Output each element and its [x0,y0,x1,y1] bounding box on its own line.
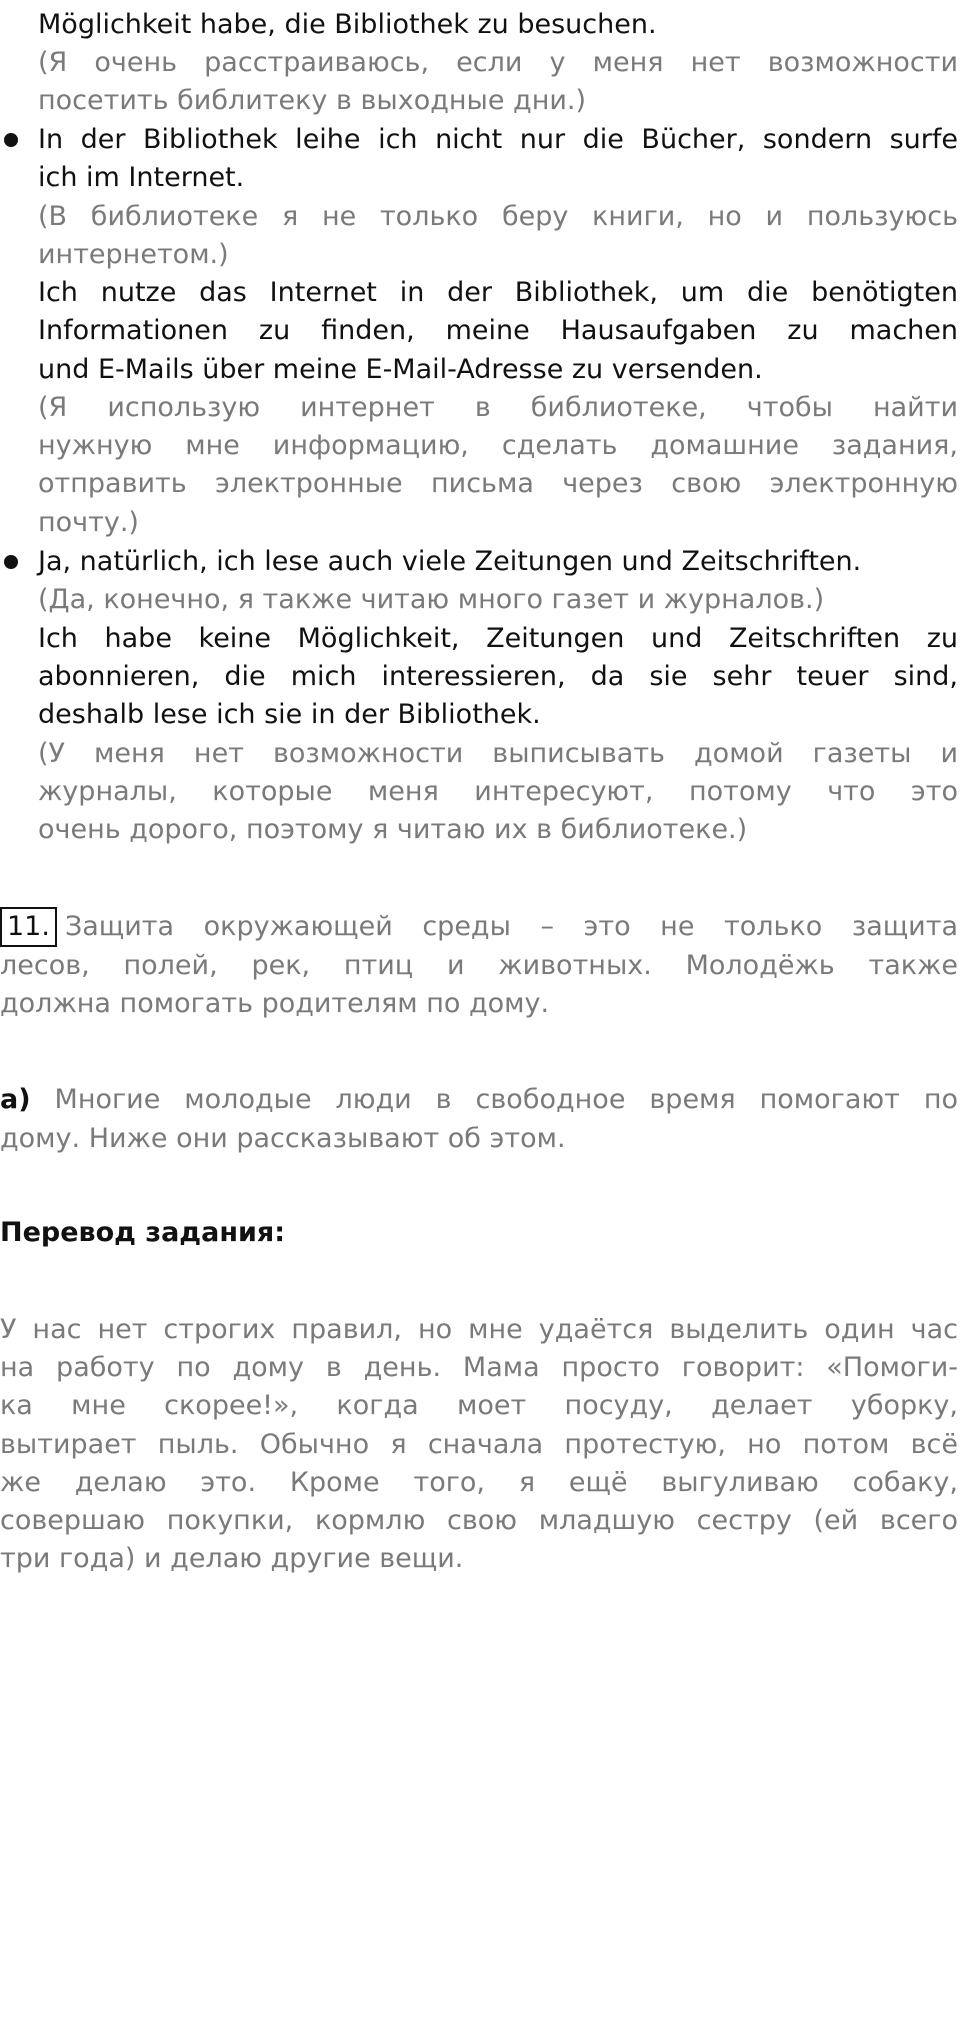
german-text: und E-Mails über meine E-Mail-Adresse zu versenden. [38,354,763,385]
task-11-text: должна помогать родителям по дому. [0,988,550,1019]
russian-translation: (У меня нет возможности выписывать домой газеты и [38,738,958,769]
german-text: Ich nutze das Internet in der Bibliothek, um die benötigten [38,277,958,308]
russian-translation: почту.) [38,507,139,538]
bullet-icon [4,555,18,569]
german-text: In der Bibliothek leihe ich nicht nur die Bücher, sondern surfe [38,124,958,155]
german-text: Ja, natürlich, ich lese auch viele Zeitungen und Zeitschriften. [38,546,862,577]
german-text: Möglichkeit habe, die Bibliothek zu besuchen. [38,9,657,40]
german-text: Ich habe keine Möglichkeit, Zeitungen und Zeitschriften zu [38,623,958,654]
russian-translation: (В библиотеке я не только беру книги, но и пользуюсь [38,201,958,232]
translation-line: три года) и делаю другие вещи. [0,1543,464,1574]
german-text: abonnieren, die mich interessieren, da sie sehr teuer sind, [38,661,958,692]
russian-translation: (Да, конечно, я также читаю много газет и журналов.) [38,584,825,615]
russian-translation: (Я очень расстраиваюсь, если у меня нет возможности [38,47,958,78]
translation-heading: Перевод задания: [0,1217,286,1248]
bullet-icon [4,133,18,147]
german-text: ich im Internet. [38,162,245,193]
translation-line: вытирает пыль. Обычно я сначала протестую, но потом всё [0,1429,958,1460]
task-number-box: 11. [0,907,57,947]
russian-translation: посетить библитеку в выходные дни.) [38,85,587,116]
subtask-a-text: Многие молодые люди в свободное время помогают по [54,1084,958,1115]
russian-translation: очень дорого, поэтому я читаю их в библиотеке.) [38,814,748,845]
translation-line: же делаю это. Кроме того, я ещё выгуливаю собаку, [0,1467,958,1498]
german-text: deshalb lese ich sie in der Bibliothek. [38,699,541,730]
subtask-a-text: дому. Ниже они рассказывают об этом. [0,1123,566,1154]
task-11-text: лесов, полей, рек, птиц и животных. Молодёжь также [0,950,958,981]
russian-translation: интернетом.) [38,239,229,270]
russian-translation: отправить электронные письма через свою электронную [38,468,958,499]
subtask-letter: а) [0,1084,31,1115]
russian-translation: журналы, которые меня интересуют, потому что это [38,776,958,807]
translation-line: на работу по дому в день. Мама просто говорит: «Помоги- [0,1352,958,1383]
german-text: Informationen zu finden, meine Hausaufgaben zu machen [38,315,958,346]
translation-line: У нас нет строгих правил, но мне удаётся выделить один час [0,1314,958,1345]
translation-line: совершаю покупки, кормлю свою младшую сестру (ей всего [0,1505,958,1536]
translation-line: ка мне скорее!», когда моет посуду, делает уборку, [0,1390,958,1421]
russian-translation: (Я использую интернет в библиотеке, чтобы найти [38,392,958,423]
task-11-text: Защита окружающей среды – это не только защита [64,911,958,942]
russian-translation: нужную мне информацию, сделать домашние задания, [38,430,958,461]
